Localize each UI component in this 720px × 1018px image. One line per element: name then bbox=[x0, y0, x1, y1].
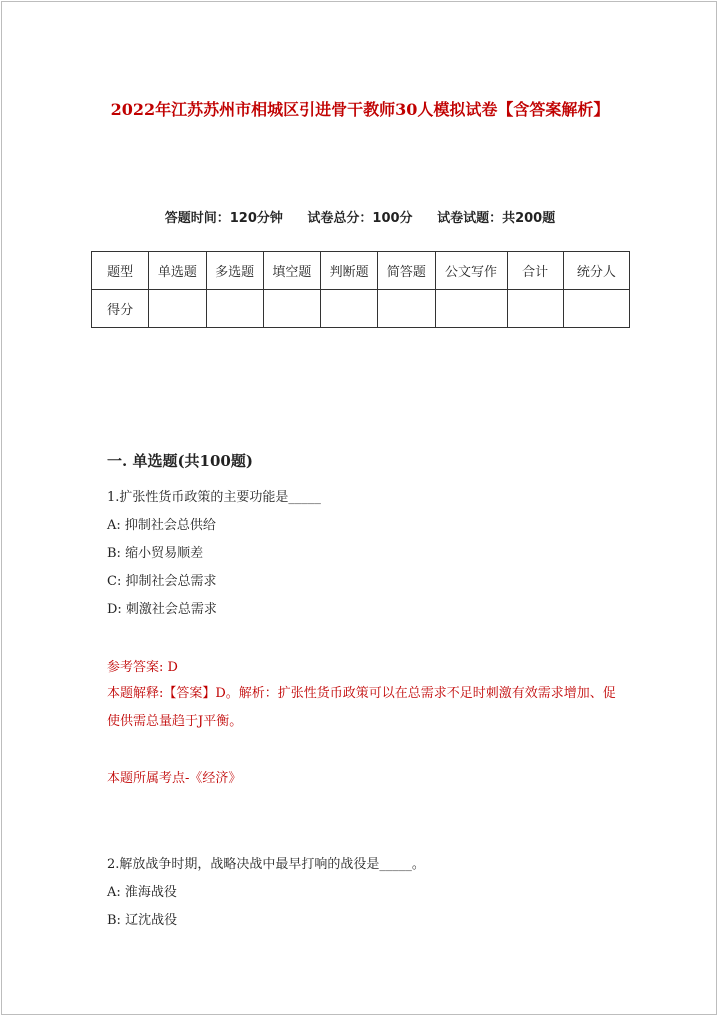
header-cell: 公文写作 bbox=[435, 252, 507, 290]
header-cell: 多选题 bbox=[206, 252, 263, 290]
document-title: 2022年江苏苏州市相城区引进骨干教师30人模拟试卷【含答案解析】 bbox=[110, 100, 610, 119]
question-2-stem: 2.解放战争时期，战略决战中最早打响的战役是_____。 bbox=[107, 857, 425, 872]
score-cell bbox=[263, 290, 320, 328]
question-1-stem: 1.扩张性货币政策的主要功能是_____ bbox=[107, 490, 321, 505]
header-cell: 题型 bbox=[92, 252, 149, 290]
question-1-answer: 参考答案: D bbox=[107, 660, 178, 675]
score-cell bbox=[507, 290, 563, 328]
question-2-option-b: B: 辽沈战役 bbox=[107, 913, 178, 928]
score-cell bbox=[435, 290, 507, 328]
question-1-option-c: C: 抑制社会总需求 bbox=[107, 574, 217, 589]
score-cell bbox=[563, 290, 629, 328]
header-cell: 填空题 bbox=[263, 252, 320, 290]
header-cell: 单选题 bbox=[149, 252, 206, 290]
score-cell bbox=[321, 290, 378, 328]
exam-total-score: 试卷总分：100分 bbox=[307, 211, 413, 226]
score-table-score-row bbox=[92, 290, 630, 328]
header-cell: 判断题 bbox=[321, 252, 378, 290]
exam-meta bbox=[0, 207, 720, 226]
header-cell: 简答题 bbox=[378, 252, 435, 290]
question-2-option-a: A: 淮海战役 bbox=[107, 885, 177, 900]
score-cell bbox=[206, 290, 263, 328]
score-table bbox=[91, 251, 630, 328]
exam-total-questions: 试卷试题：共200题 bbox=[437, 211, 556, 226]
section-title: 一. 单选题(共100题) bbox=[107, 452, 253, 470]
question-1-explanation: 本题解释:【答案】D。解析：扩张性货币政策可以在总需求不足时刺激有效需求增加、促使供需总量趋于J平衡。 bbox=[107, 686, 616, 729]
question-1-option-a: A: 抑制社会总供给 bbox=[107, 518, 216, 533]
score-cell bbox=[149, 290, 206, 328]
exam-time: 答题时间：120分钟 bbox=[164, 211, 283, 226]
header-cell: 合计 bbox=[507, 252, 563, 290]
question-1-option-d: D: 刺激社会总需求 bbox=[107, 602, 217, 617]
header-cell: 统分人 bbox=[563, 252, 629, 290]
score-cell bbox=[378, 290, 435, 328]
question-1-option-b: B: 缩小贸易顺差 bbox=[107, 546, 204, 561]
score-table-header-row bbox=[92, 252, 630, 290]
row-label-cell: 得分 bbox=[92, 290, 149, 328]
question-1-topic: 本题所属考点-《经济》 bbox=[107, 771, 242, 786]
